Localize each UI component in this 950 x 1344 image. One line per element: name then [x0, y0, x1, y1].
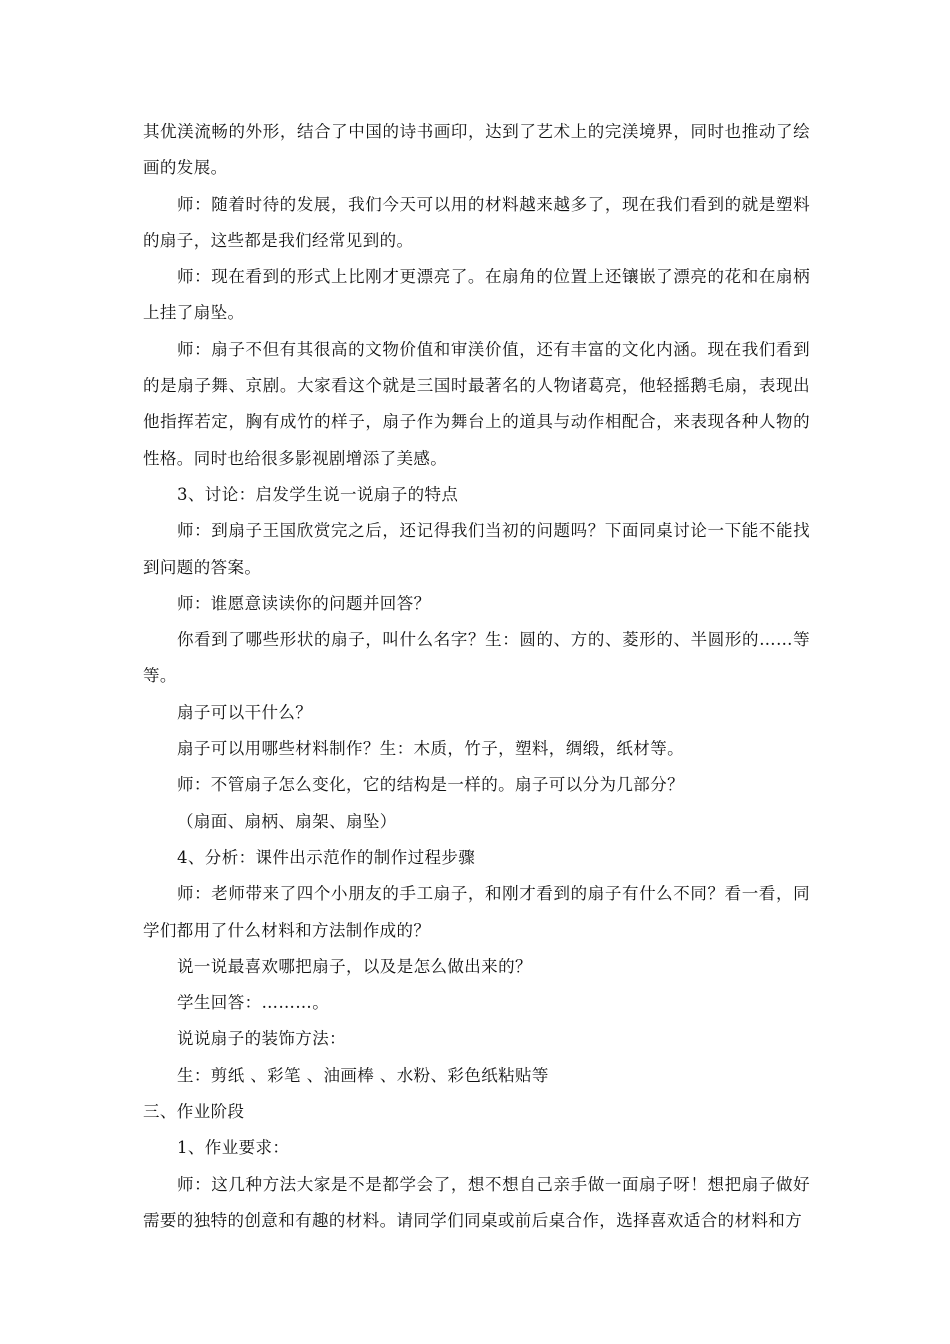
paragraph-fan-shapes: 你看到了哪些形状的扇子，叫什么名字？生：圆的、方的、菱形的、半圆形的……等等。 — [143, 630, 810, 686]
paragraph-painting-development: 其优渼流畅的外形，结合了中国的诗书画印，达到了艺术上的完渼境界，同时也推动了绘画的发展。 — [143, 122, 810, 178]
paragraph-fan-uses: 扇子可以干什么？ — [177, 702, 313, 722]
paragraph-assignment-instructions: 师：这几种方法大家是不是都学会了，想不想自己亲手做一面扇子呀！想把扇子做好需要的独特的创意和有趣的材料。请同学们同桌或前后桌合作，选择喜欢适合的材料和方 — [143, 1174, 810, 1230]
paragraph-plastic-fans: 师：随着时待的发展，我们今天可以用的材料越来越多了，现在我们看到的就是塑料的扇子，这些都是我们经常见到的。 — [143, 194, 810, 250]
paragraph-handmade-fans: 师：老师带来了四个小朋友的手工扇子，和刚才看到的扇子有什么不同？看一看，同学们都用了什么材料和方法制作成的？ — [143, 884, 810, 940]
section-heading-discussion: 3、讨论：启发学生说一说扇子的特点 — [177, 484, 459, 504]
paragraph-student-answer: 学生回答：………。 — [177, 993, 330, 1013]
paragraph-fan-parts: （扇面、扇柄、扇架、扇坠） — [177, 811, 397, 831]
paragraph-favorite-fan: 说一说最喜欢哪把扇子，以及是怎么做出来的？ — [177, 956, 532, 976]
paragraph-discussion-intro: 师：到扇子王国欣赏完之后，还记得我们当初的问题吗？下面同桌讨论一下能不能找到问题的答案。 — [143, 521, 810, 577]
document-body — [143, 114, 810, 1239]
section-heading-assignment: 三、作业阶段 — [143, 1102, 245, 1122]
section-heading-analysis: 4、分析：课件出示范作的制作过程步骤 — [177, 847, 476, 867]
section-heading-requirements: 1、作业要求： — [177, 1138, 290, 1158]
paragraph-fan-culture: 师：扇子不但有其很高的文物价值和审渼价值，还有丰富的文化内涵。现在我们看到的是扇子舞、京剧。大家看这个就是三国时最著名的人物诸葛亮，他轻摇鹅毛扇，表现出他指挥若定，胸有成竹的样子，扇子作为舞台上的道具与动作相配合，来表现各种人物的性格。同时也给很多影视剧增添了美感。 — [143, 339, 810, 468]
paragraph-fan-materials: 扇子可以用哪些材料制作？生：木质，竹子，塑料，绸缎，纸材等。 — [177, 739, 684, 759]
paragraph-fan-structure: 师：不管扇子怎么变化，它的结构是一样的。扇子可以分为几部分？ — [177, 775, 684, 795]
paragraph-fan-decoration: 师：现在看到的形式上比刚才更漂亮了。在扇角的位置上还镶嵌了漂亮的花和在扇柄上挂了扇坠。 — [143, 267, 810, 323]
paragraph-decoration-methods: 说说扇子的装饰方法： — [177, 1029, 346, 1049]
paragraph-decoration-list: 生：剪纸 、彩笔 、油画棒 、水粉、彩色纸粘贴等 — [177, 1065, 549, 1085]
paragraph-question-prompt: 师：谁愿意读读你的问题并回答？ — [177, 593, 431, 613]
